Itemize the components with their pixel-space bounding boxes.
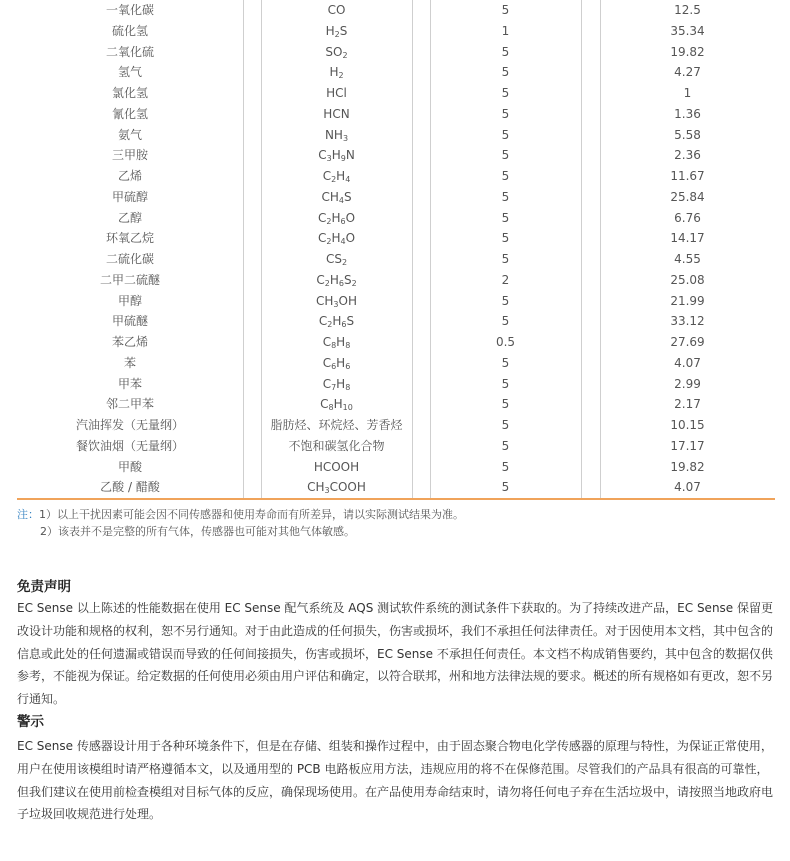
reading-cell: 1 (683, 86, 692, 100)
formula-cell (261, 42, 412, 63)
formula-subscript: 2 (331, 175, 337, 184)
formula-cell (261, 436, 412, 457)
gas-name-cell: 甲硫醚 (111, 314, 148, 329)
formula-text: S (343, 272, 352, 287)
formula-subscript: 8 (345, 382, 351, 392)
column-divider (581, 166, 582, 187)
formula-cell (261, 332, 412, 353)
column-divider (412, 166, 413, 187)
column-divider (412, 332, 413, 353)
column-divider (243, 291, 244, 312)
formula-text: OH (338, 293, 357, 308)
reading-cell: 6.76 (674, 210, 701, 225)
column-divider (412, 311, 413, 332)
column-divider (581, 104, 582, 125)
column-divider (243, 228, 244, 249)
column-divider (581, 332, 582, 353)
gas-name-cell: 二氧化硫 (105, 44, 154, 59)
column-divider (412, 21, 413, 42)
concentration-cell: 1 (501, 23, 510, 38)
formula-text: C (322, 376, 332, 391)
formula-cell (261, 291, 412, 312)
warning-body: EC Sense 传感器设计用于各种环境条件下，但是在存储、组装和操作过程中，由于固态聚合物电化学传感器的原理与特性，为保证正常使用，用户在使用该模组时请严格遵循本文，以及通用型的 PCB 电路板应用方法，违规应用的将不在保修范围。尽管我们的产品具有很高的可靠性，但我们建议在使用前检查模组对目标气体的反应，确保现场使用。在产品使用寿命结束时，请勿将任何电子弃在生活垃圾中，请按照当地政府电子垃圾回收规范进行处理。 (17, 739, 774, 822)
column-divider (412, 394, 413, 415)
formula-text: H (331, 210, 341, 225)
gas-name-cell: 氢气 (117, 65, 142, 80)
formula-text: HCl (326, 86, 347, 100)
gas-name-cell: 氯化氢 (111, 86, 148, 100)
column-divider (412, 477, 413, 498)
formula-text: H (336, 355, 346, 370)
column-divider (243, 249, 244, 270)
formula-subscript: 6 (345, 361, 351, 371)
table-row (17, 353, 775, 374)
column-divider (243, 457, 244, 478)
concentration-cell: 5 (501, 252, 510, 266)
formula-subscript: 2 (342, 50, 348, 60)
concentration-cell: 5 (501, 65, 510, 80)
table-row (17, 270, 775, 291)
concentration-cell: 5 (501, 314, 510, 329)
column-divider (412, 187, 413, 208)
formula-text: H (331, 148, 341, 163)
formula-subscript: 6 (341, 320, 347, 330)
column-divider (581, 83, 582, 104)
disclaimer-body: EC Sense 以上陈述的性能数据在使用 EC Sense 配气系统及 AQS 测试软件系统的测试条件下获取的。为了持续改进产品，EC Sense 保留更改设计功能和规格的权利，恕不另行通知。对于由此造成的任何损失，伤害或损坏，我们不承担任何法律责任。对于因使用本文档，其中包含的信息或此处的任何遗漏或错误而导致的任何间接损失，伤害或损坏，EC Sense 不承担任何责任。本文档不构成销售要约，其中包含的数据仅供参考，不能视为保证。给定数据的任何使用必须由用户评估和确定，以符合联邦，州和地方法律法规的要求。概述的所有规格如有更改，恕不另行通知。 (17, 601, 774, 707)
column-divider (581, 394, 582, 415)
formula-subscript: 3 (326, 154, 332, 164)
concentration-cell: 5 (501, 397, 510, 412)
table-row (17, 208, 775, 229)
gas-name-cell: 三甲胺 (111, 148, 148, 163)
column-divider (412, 270, 413, 291)
reading-cell: 21.99 (670, 293, 705, 308)
table-row (17, 21, 775, 42)
formula-cell (261, 166, 412, 187)
formula-subscript: 6 (338, 278, 344, 288)
reading-cell: 27.69 (670, 335, 705, 349)
column-divider (581, 228, 582, 249)
formula-text: N (345, 148, 355, 163)
table-row (17, 145, 775, 166)
formula-cell (261, 62, 412, 83)
reading-cell: 4.07 (674, 480, 701, 495)
reading-cell: 2.36 (674, 148, 701, 163)
concentration-cell: 5 (501, 355, 510, 370)
reading-cell: 33.12 (670, 314, 705, 329)
reading-cell: 10.15 (670, 418, 705, 432)
gas-name-cell: 乙酸 / 醋酸 (100, 480, 160, 495)
column-divider (581, 270, 582, 291)
column-divider (581, 249, 582, 270)
concentration-cell: 2 (501, 272, 510, 287)
column-divider (243, 415, 244, 436)
column-divider (243, 436, 244, 457)
formula-subscript: 2 (324, 278, 330, 288)
formula-text: CH (321, 189, 339, 204)
concentration-cell: 5 (501, 210, 510, 225)
formula-text: C (317, 231, 327, 246)
column-divider (243, 104, 244, 125)
formula-subscript: 8 (328, 403, 334, 413)
formula-text: CH (307, 480, 325, 495)
formula-subscript: 4 (345, 175, 351, 184)
column-divider (412, 62, 413, 83)
formula-cell (261, 249, 412, 270)
formula-cell (261, 145, 412, 166)
formula-cell (261, 415, 412, 436)
concentration-cell: 5 (501, 148, 510, 163)
column-divider (412, 83, 413, 104)
gas-name-cell: 氨气 (117, 127, 142, 142)
formula-subscript: 2 (327, 320, 333, 330)
table-row (17, 83, 775, 104)
column-divider (581, 62, 582, 83)
column-divider (412, 104, 413, 125)
column-divider (243, 311, 244, 332)
column-divider (412, 415, 413, 436)
concentration-cell: 5 (501, 418, 510, 432)
column-divider (412, 0, 413, 21)
formula-subscript: 6 (331, 361, 337, 371)
reading-cell: 4.27 (674, 65, 701, 80)
formula-text: 不饱和碳氢化合物 (288, 438, 385, 453)
disclaimer-title: 免责声明 (17, 579, 71, 595)
gas-name-cell: 氰化氢 (111, 106, 148, 121)
formula-subscript: 3 (342, 133, 349, 143)
table-row (17, 332, 775, 353)
column-divider (243, 374, 244, 395)
table-row (17, 0, 775, 21)
formula-subscript: 2 (351, 278, 357, 288)
table-row (17, 228, 775, 249)
column-divider (412, 436, 413, 457)
formula-cell (261, 270, 412, 291)
column-divider (243, 21, 244, 42)
gas-name-cell: 邻二甲苯 (105, 397, 154, 412)
formula-text: S (346, 314, 355, 329)
table-row (17, 311, 775, 332)
concentration-cell: 5 (501, 127, 510, 142)
table-row (17, 42, 775, 63)
column-divider (243, 477, 244, 498)
table-row (17, 249, 775, 270)
table-row (17, 436, 775, 457)
column-divider (581, 42, 582, 63)
note-prefix: 注： (17, 508, 39, 521)
column-divider (581, 21, 582, 42)
formula-text: HCOOH (313, 459, 360, 474)
reading-cell: 19.82 (670, 44, 705, 59)
formula-text: H (329, 272, 339, 287)
gas-name-cell: 甲硫醇 (111, 189, 148, 204)
formula-cell (261, 228, 412, 249)
gas-name-cell: 汽油挥发（无量纲） (75, 418, 184, 432)
concentration-cell: 5 (501, 189, 510, 204)
formula-subscript: 2 (341, 258, 348, 267)
formula-subscript: 4 (338, 195, 344, 205)
formula-text: CH (316, 293, 334, 308)
table-row (17, 415, 775, 436)
column-divider (581, 0, 582, 21)
formula-cell (261, 457, 412, 478)
column-divider (412, 42, 413, 63)
reading-cell: 2.17 (674, 397, 701, 412)
formula-cell (261, 311, 412, 332)
concentration-cell: 0.5 (495, 335, 516, 349)
column-divider (412, 145, 413, 166)
formula-text: H (336, 169, 346, 183)
column-divider (581, 457, 582, 478)
formula-cell (261, 0, 412, 21)
reading-cell: 25.08 (670, 272, 705, 287)
gas-name-cell: 餐饮油烟（无量纲） (75, 438, 184, 453)
concentration-cell: 5 (501, 231, 510, 246)
formula-subscript: 3 (324, 486, 330, 496)
gas-name-cell: 乙烯 (117, 169, 142, 183)
formula-cell (261, 125, 412, 146)
formula-text: S (339, 23, 348, 38)
column-divider (243, 332, 244, 353)
concentration-cell: 5 (501, 169, 510, 183)
column-divider (412, 291, 413, 312)
column-divider (412, 125, 413, 146)
reading-cell: 17.17 (670, 438, 705, 453)
column-divider (412, 457, 413, 478)
concentration-cell: 5 (501, 106, 510, 121)
formula-subscript: 2 (338, 71, 344, 81)
gas-name-cell: 环氧乙烷 (105, 231, 154, 246)
concentration-cell: 5 (501, 44, 510, 59)
column-divider (581, 187, 582, 208)
column-divider (581, 145, 582, 166)
column-divider (412, 208, 413, 229)
formula-cell (261, 83, 412, 104)
column-divider (243, 42, 244, 63)
formula-cell (261, 477, 412, 498)
formula-text: H (329, 65, 339, 80)
table-bottom-rule (17, 498, 775, 500)
column-divider (243, 0, 244, 21)
gas-name-cell: 一氧化碳 (105, 3, 154, 17)
formula-text: H (336, 376, 346, 391)
formula-text: COOH (329, 480, 366, 495)
gas-table (17, 0, 775, 498)
formula-text: C (320, 397, 329, 412)
note-line-1 (17, 506, 777, 523)
table-row (17, 394, 775, 415)
formula-subscript: 7 (331, 382, 337, 392)
formula-text: C (316, 272, 325, 287)
gas-name-cell: 二硫化碳 (105, 252, 154, 266)
concentration-cell: 5 (501, 3, 510, 17)
column-divider (243, 125, 244, 146)
gas-name-cell: 硫化氢 (111, 23, 148, 38)
formula-cell (261, 208, 412, 229)
formula-text: CS (325, 252, 342, 266)
formula-text: H (331, 231, 341, 246)
table-row (17, 477, 775, 498)
column-divider (243, 166, 244, 187)
column-divider (581, 291, 582, 312)
formula-cell (261, 394, 412, 415)
formula-cell (261, 353, 412, 374)
formula-text: O (345, 210, 356, 225)
formula-text: C (318, 314, 328, 329)
table-row (17, 104, 775, 125)
concentration-cell: 5 (501, 293, 510, 308)
table-notes (17, 506, 777, 540)
gas-name-cell: 甲苯 (117, 376, 142, 391)
note-text-1: 1）以上干扰因素可能会因不同传感器和使用寿命而有所差异，请以实际测试结果为准。 (39, 508, 464, 521)
table-row (17, 457, 775, 478)
formula-text: CO (327, 3, 346, 17)
reading-cell: 19.82 (670, 459, 705, 474)
reading-cell: 2.99 (674, 376, 701, 391)
formula-text: C (317, 210, 327, 225)
formula-cell (261, 187, 412, 208)
formula-text: SO (325, 44, 343, 59)
formula-text: S (343, 189, 352, 204)
formula-subscript: 9 (340, 154, 346, 164)
gas-name-cell: 甲酸 (117, 459, 142, 474)
reading-cell: 14.17 (670, 231, 705, 246)
formula-subscript: 6 (340, 216, 346, 226)
reading-cell: 35.34 (670, 23, 705, 38)
formula-subscript: 2 (334, 29, 340, 39)
table-row (17, 187, 775, 208)
formula-cell (261, 374, 412, 395)
column-divider (581, 311, 582, 332)
table-row (17, 374, 775, 395)
column-divider (243, 145, 244, 166)
formula-text: 脂肪烃、环烷烃、芳香烃 (270, 418, 403, 432)
warning-title: 警示 (17, 714, 44, 730)
formula-text: HCN (323, 106, 350, 121)
column-divider (412, 353, 413, 374)
formula-subscript: 3 (333, 299, 339, 309)
column-divider (412, 228, 413, 249)
formula-text: C (322, 335, 332, 349)
column-divider (243, 187, 244, 208)
reading-cell: 25.84 (670, 189, 705, 204)
formula-text: H (325, 23, 335, 38)
formula-text: C (318, 148, 327, 163)
formula-cell (261, 104, 412, 125)
formula-text: C (322, 355, 332, 370)
column-divider (243, 270, 244, 291)
concentration-cell: 5 (501, 438, 510, 453)
column-divider (581, 353, 582, 374)
gas-name-cell: 乙醇 (117, 210, 142, 225)
formula-text: NH (324, 127, 343, 142)
column-divider (412, 249, 413, 270)
formula-subscript: 2 (326, 237, 332, 247)
reading-cell: 1.36 (674, 106, 701, 121)
column-divider (243, 394, 244, 415)
reading-cell: 11.67 (670, 169, 705, 183)
gas-name-cell: 苯 (123, 355, 136, 370)
column-divider (581, 208, 582, 229)
column-divider (243, 62, 244, 83)
column-divider (581, 374, 582, 395)
reading-cell: 5.58 (674, 127, 701, 142)
column-divider (412, 374, 413, 395)
formula-cell (261, 21, 412, 42)
column-divider (581, 415, 582, 436)
formula-subscript: 8 (331, 341, 337, 350)
column-divider (243, 83, 244, 104)
concentration-cell: 5 (501, 376, 510, 391)
reading-cell: 4.55 (674, 252, 701, 266)
concentration-cell: 5 (501, 480, 510, 495)
formula-text: H (332, 314, 342, 329)
formula-subscript: 10 (342, 403, 353, 413)
formula-subscript: 8 (345, 341, 351, 350)
column-divider (581, 436, 582, 457)
table-row (17, 62, 775, 83)
formula-subscript: 2 (326, 216, 332, 226)
gas-name-cell: 二甲二硫醚 (99, 272, 160, 287)
column-divider (581, 477, 582, 498)
column-divider (243, 208, 244, 229)
formula-text: C (322, 169, 332, 183)
column-divider (581, 125, 582, 146)
formula-text: O (345, 231, 356, 246)
gas-name-cell: 甲醇 (117, 293, 142, 308)
table-row (17, 166, 775, 187)
reading-cell: 4.07 (674, 355, 701, 370)
formula-text: H (333, 397, 343, 412)
note-line-2: 2）该表并不是完整的所有气体，传感器也可能对其他气体敏感。 (40, 525, 355, 538)
concentration-cell: 5 (501, 459, 510, 474)
table-row (17, 291, 775, 312)
formula-subscript: 4 (340, 237, 346, 247)
formula-text: H (336, 335, 346, 349)
concentration-cell: 5 (501, 86, 510, 100)
gas-name-cell: 苯乙烯 (111, 335, 148, 349)
reading-cell: 12.5 (674, 3, 701, 17)
table-row (17, 125, 775, 146)
column-divider (243, 353, 244, 374)
